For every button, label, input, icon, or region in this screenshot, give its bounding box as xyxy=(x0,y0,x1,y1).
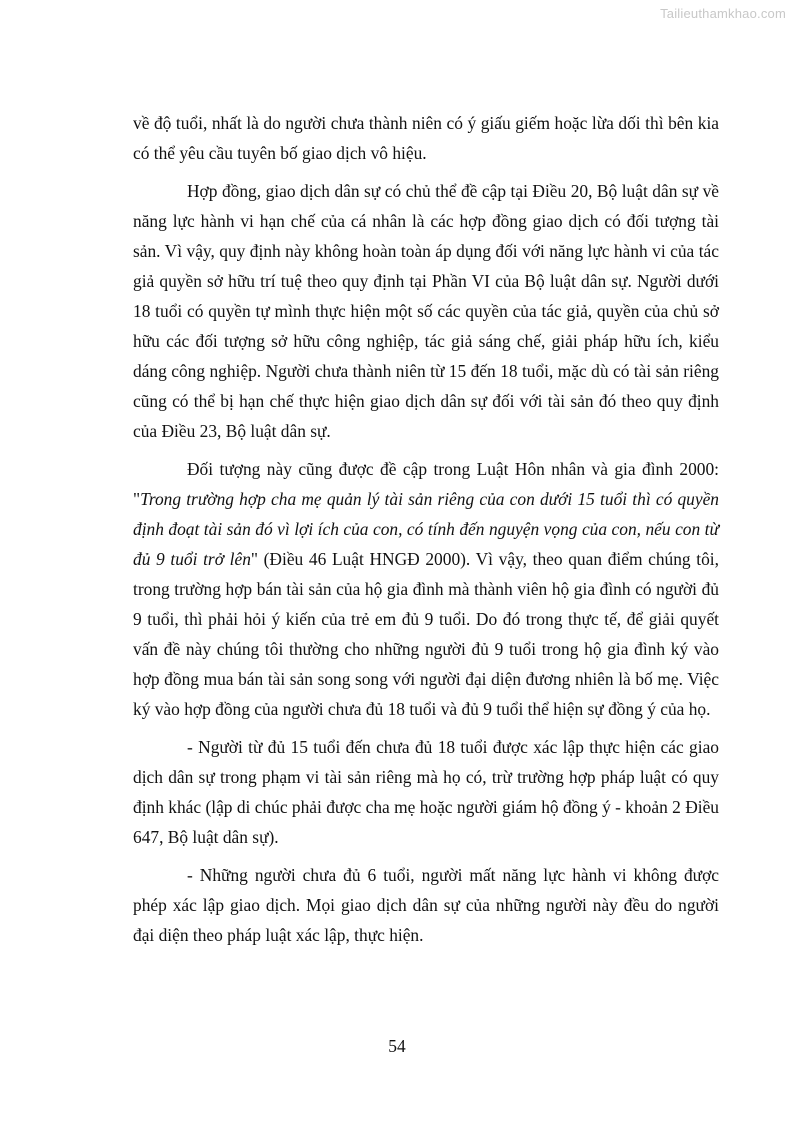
paragraph-3-rest: " (Điều 46 Luật HNGĐ 2000). Vì vậy, theo quan điểm chúng tôi, trong trường hợp bán tài sản của hộ gia đình mà thành viên hộ gia đình có người đủ 9 tuổi, thì phải hỏi ý kiến của trẻ em đủ 9 tuổi. Do đó trong thực tế, để giải quyết vấn đề này chúng tôi thường cho những người đủ 9 tuổi trong hộ gia đình ký vào hợp đồng mua bán tài sản song song với người đại diện đương nhiên là bố mẹ. Việc ký vào hợp đồng của người chưa đủ 18 tuổi và đủ 9 tuổi thể hiện sự đồng ý của họ. xyxy=(133,549,719,719)
law-quote: Trong trường hợp cha mẹ quản lý tài sản riêng của con dưới 15 tuổi thì có quyền định đoạt tài sản đó vì lợi ích của con, có tính đến nguyện vọng của con, nếu con từ đủ 9 tuổi trở lên xyxy=(133,489,719,569)
paragraph-3 xyxy=(133,454,719,724)
paragraph-3-intro: Đối tượng này cũng được đề cập trong Luật Hôn nhân và gia đình 2000: " xyxy=(133,459,719,509)
paragraph-4: - Người từ đủ 15 tuổi đến chưa đủ 18 tuổi được xác lập thực hiện các giao dịch dân sự trong phạm vi tài sản riêng mà họ có, trừ trường hợp pháp luật có quy định khác (lập di chúc phải được cha mẹ hoặc người giám hộ đồng ý - khoản 2 Điều 647, Bộ luật dân sự). xyxy=(133,737,719,847)
page-number: 54 xyxy=(388,1036,406,1056)
document-body xyxy=(133,108,719,958)
paragraph-1: về độ tuổi, nhất là do người chưa thành niên có ý giấu giếm hoặc lừa dối thì bên kia có thể yêu cầu tuyên bố giao dịch vô hiệu. xyxy=(133,113,719,163)
paragraph-5: - Những người chưa đủ 6 tuổi, người mất năng lực hành vi không được phép xác lập giao dịch. Mọi giao dịch dân sự của những người này đều do người đại diện theo pháp luật xác lập, thực hiện. xyxy=(133,865,719,945)
watermark-text: Tailieuthamkhao.com xyxy=(660,6,786,21)
paragraph-2: Hợp đồng, giao dịch dân sự có chủ thể đề cập tại Điều 20, Bộ luật dân sự về năng lực hành vi hạn chế của cá nhân là các hợp đồng giao dịch có đối tượng tài sản. Vì vậy, quy định này không hoàn toàn áp dụng đối với năng lực hành vi của tác giả quyền sở hữu trí tuệ theo quy định tại Phần VI của Bộ luật dân sự. Người dưới 18 tuổi có quyền tự mình thực hiện một số các quyền của tác giả, quyền của chủ sở hữu các đối tượng sở hữu công nghiệp, tác giả sáng chế, giải pháp hữu ích, kiểu dáng công nghiệp. Người chưa thành niên từ 15 đến 18 tuổi, mặc dù có tài sản riêng cũng có thể bị hạn chế thực hiện giao dịch dân sự đối với tài sản đó theo quy định của Điều 23, Bộ luật dân sự. xyxy=(133,181,719,441)
